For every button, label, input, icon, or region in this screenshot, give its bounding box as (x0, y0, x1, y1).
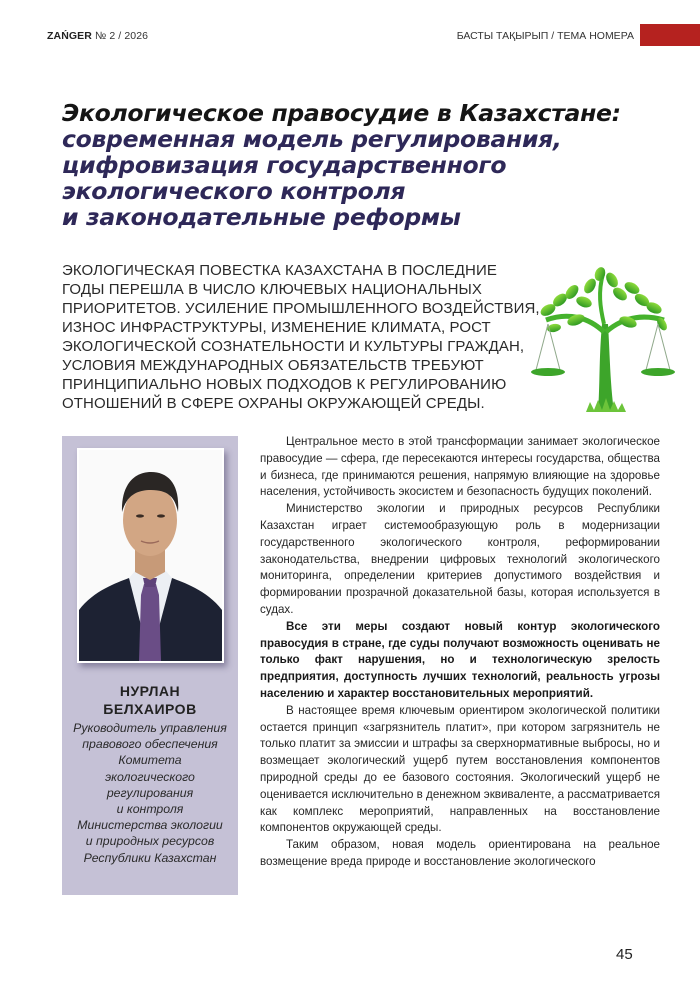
author-first-name: НУРЛАН (119, 683, 181, 699)
role-line: регулирования (106, 785, 194, 800)
role-line: Руководитель управления (73, 721, 227, 735)
body-paragraph-emphasis: Все эти меры создают новый контур экологического правосудия в стране, где суды получают возможность оценивать не только факт нарушения, но и технологическую зрелость предприятия, доступность лучших технологий, реальность угрозы населению и характер восстановительных мероприятий. (260, 619, 660, 700)
role-line: и контроля (116, 802, 184, 817)
role-line: Республики Казахстан (83, 850, 217, 865)
magazine-issue (47, 30, 148, 42)
role-line: и природных ресурсов (85, 834, 215, 849)
author-profile-box (62, 436, 238, 895)
role-line: Комитета (118, 753, 182, 768)
role-line: правового обеспечения (82, 737, 218, 752)
role-line: Министерства экологии (77, 818, 223, 833)
issue-number: № 2 / 2026 (94, 30, 149, 42)
body-paragraph: Министерство экологии и природных ресурсов Республики Казахстан играет системообразующую роль в модернизации государственного экологического контроля, реформировании законодательства, внедрении цифровых технологий экологического мониторинга, определении критериев допустимого воздействия и формировании прозрачной доказательной базы, которая используется в судах. (260, 502, 660, 616)
title-sub-line: и законодательные реформы (62, 203, 461, 231)
title-sub-line: современная модель регулирования, (62, 125, 562, 153)
section-label: БАСТЫ ТАҚЫРЫП / ТЕМА НОМЕРА (456, 30, 634, 42)
article-title (62, 100, 662, 230)
magazine-brand: ZAŃGER (47, 30, 92, 42)
title-main: Экологическое правосудие в Казахстане: (62, 99, 621, 127)
title-sub-line: экологического контроля (62, 177, 406, 205)
article-body (260, 434, 660, 871)
author-name (62, 682, 238, 718)
article-lead: ЭКОЛОГИЧЕСКАЯ ПОВЕСТКА КАЗАХСТАНА В ПОСЛЕДНИЕ ГОДЫ ПЕРЕШЛА В ЧИСЛО КЛЮЧЕВЫХ НАЦИОНАЛЬНЫХ ПРИОРИТЕТОВ. УСИЛЕНИЕ ПРОМЫШЛЕННОГО ВОЗДЕЙСТВИЯ, ИЗНОС ИНФРАСТРУКТУРЫ, ИЗМЕНЕНИЕ КЛИМАТА, РОСТ ЭКОЛОГИЧЕСКОЙ СОЗНАТЕЛЬНОСТИ И КУЛЬТУРЫ ГРАЖДАН, УСЛОВИЯ МЕЖДУНАРОДНЫХ ОБЯЗАТЕЛЬСТВ ТРЕБУЮТ ПРИНЦИПИАЛЬНО НОВЫХ ПОДХОДОВ К РЕГУЛИРОВАНИЮ ОТНОШЕНИЙ В СФЕРЕ ОХРАНЫ ОКРУЖАЮЩЕЙ СРЕДЫ. (62, 262, 540, 412)
author-photo (77, 448, 224, 663)
body-paragraph: Центральное место в этой трансформации занимает экологическое правосудие — сфера, где пересекаются интересы государства, общества и бизнеса, где принимаются решения, напрямую влияющие на здоровье населения, устойчивость экосистем и безопасность будущих поколений. (260, 435, 660, 499)
body-paragraph: Таким образом, новая модель ориентирована на реальное возмещение вреда природе и восстановление экологического (260, 838, 660, 868)
tree-scales-icon (528, 262, 678, 412)
author-role (66, 720, 234, 866)
title-sub-line: цифровизация государственного (62, 151, 507, 179)
body-paragraph: В настоящее время ключевым ориентиром экологической политики остается принцип «загрязнитель платит», при котором загрязнитель не только платит за эмиссии и штрафы за сверхнормативные выбросы, но и возмещает экологический ущерб путем восстановления компонентов природной среды до ее базового состояния. Экологический ущерб не оценивается исключительно в денежном эквиваленте, а рассматривается как комплекс мероприятий, направленных на восстановление компонентов окружающей среды. (260, 703, 660, 835)
author-last-name: БЕЛХАИРОВ (103, 701, 197, 717)
section-accent-bar (640, 24, 700, 46)
role-line: экологического (105, 769, 195, 784)
page-number: 45 (616, 946, 633, 963)
